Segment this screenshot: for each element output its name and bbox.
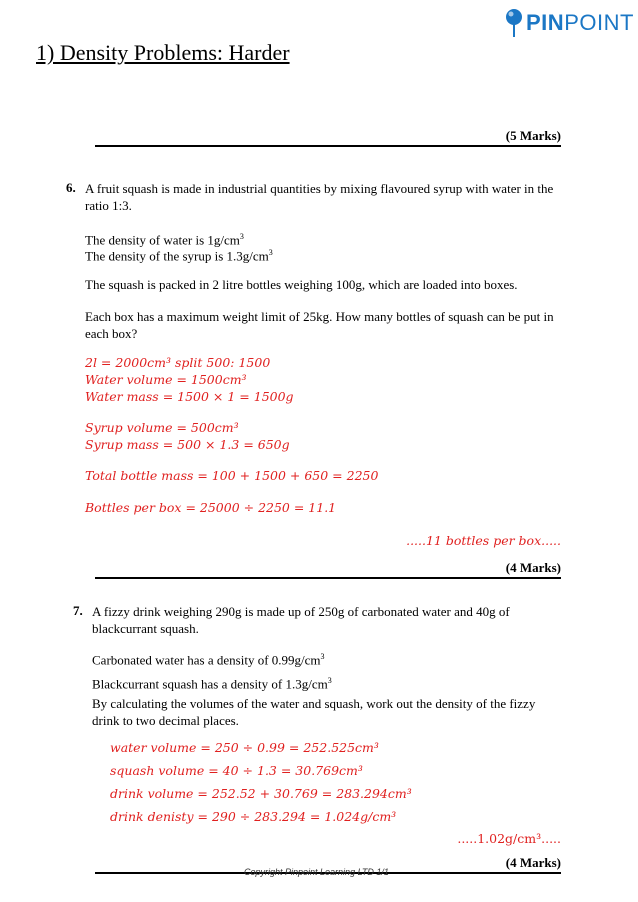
pinpoint-logo <box>504 8 634 38</box>
q7-work-line: drink volume = 252.52 + 30.769 = 283.294cm³ <box>110 786 412 801</box>
q6-text-line2: ratio 1:3. <box>85 198 132 213</box>
q6-packing-text: The squash is packed in 2 litre bottles weighing 100g, which are loaded into boxes. <box>85 277 518 292</box>
map-pin-icon <box>504 8 524 38</box>
question-number-6: 6. <box>66 180 76 195</box>
q6-work-line: Syrup mass = 500 × 1.3 = 650g <box>85 437 290 452</box>
q7-work-line: water volume = 250 ÷ 0.99 = 252.525cm³ <box>110 740 379 755</box>
q6-box-line1: Each box has a maximum weight limit of 25kg. How many bottles of squash can be put in <box>85 309 554 324</box>
q6-density-water: The density of water is $1g/cm^3$ <box>85 232 244 248</box>
q7-density-water: Carbonated water has a density of $0.99g/cm^3$ <box>92 652 325 668</box>
marks-q5: (5 Marks) <box>505 128 561 143</box>
q7-calc-line2: drink to two decimal places. <box>92 713 239 728</box>
logo-text-pin: PIN <box>526 10 565 35</box>
q6-work-line: Total bottle mass = 100 + 1500 + 650 = 2250 <box>85 468 379 483</box>
q6-work-line: 2l = 2000cm³ split 500: 1500 <box>85 355 271 370</box>
q7-density-squash: Blackcurrant squash has a density of $1.3g/cm^3$ <box>92 676 332 692</box>
divider <box>95 145 561 147</box>
q6-answer: .....11 bottles per box..... <box>406 533 561 548</box>
logo-text-point: POINT <box>564 10 634 35</box>
q6-text-line1: A fruit squash is made in industrial quantities by mixing flavoured syrup with water in the <box>85 181 554 196</box>
question-number-7: 7. <box>73 603 83 618</box>
q6-density-syrup: The density of the syrup is $1.3g/cm^3$ <box>85 248 273 264</box>
footer-copyright: Copyright Pinpoint Learning LTD 1/1 <box>244 867 389 877</box>
divider <box>95 577 561 579</box>
q6-work-line: Water mass = 1500 × 1 = 1500g <box>85 389 294 404</box>
marks-q7: (4 Marks) <box>505 855 561 870</box>
marks-q6: (4 Marks) <box>505 560 561 575</box>
page-title: 1) Density Problems: Harder <box>36 40 290 65</box>
q6-work-line: Water volume = 1500cm³ <box>85 372 247 387</box>
q7-answer: .....1.02g/cm³..... <box>457 831 561 846</box>
q7-calc-line1: By calculating the volumes of the water and squash, work out the density of the fizzy <box>92 696 536 711</box>
q7-text-line2: blackcurrant squash. <box>92 621 199 636</box>
q6-box-line2: each box? <box>85 326 138 341</box>
q6-work-line: Bottles per box = 25000 ÷ 2250 = 11.1 <box>85 500 337 515</box>
q7-work-line: drink denisty = 290 ÷ 283.294 = 1.024g/cm³ <box>110 809 397 824</box>
q7-text-line1: A fizzy drink weighing 290g is made up of 250g of carbonated water and 40g of <box>92 604 510 619</box>
q6-work-line: Syrup volume = 500cm³ <box>85 420 239 435</box>
q7-work-line: squash volume = 40 ÷ 1.3 = 30.769cm³ <box>110 763 363 778</box>
